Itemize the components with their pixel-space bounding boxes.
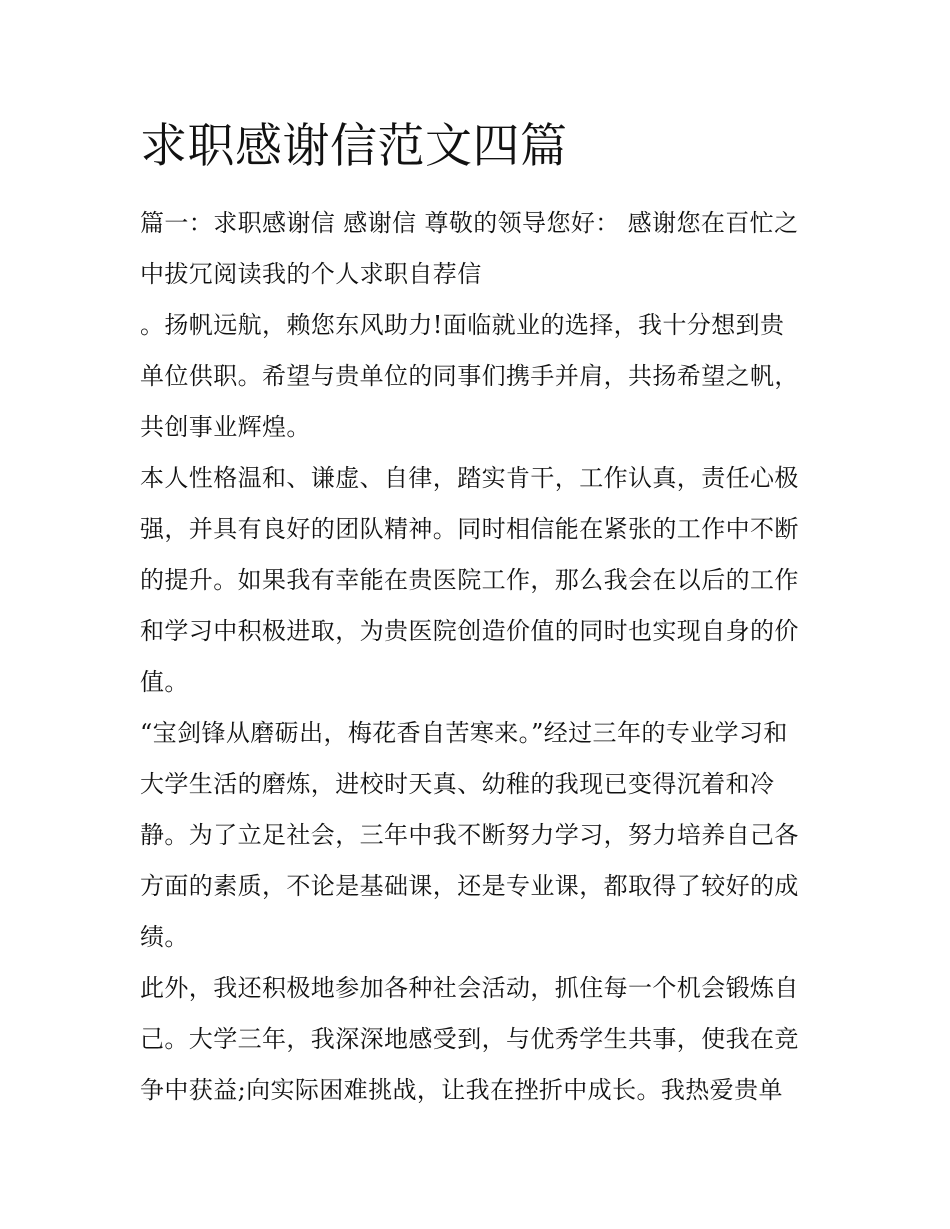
text-line: 静。为了立足社会，三年中我不断努力学习，努力培养自己各 — [140, 821, 799, 849]
text-line: 此外，我还积极地参加各种社会活动，抓住每一个机会锻炼自 — [140, 974, 799, 1002]
text-line: 争中获益;向实际困难挑战，让我在挫折中成长。我热爱贵单 — [140, 1076, 783, 1104]
text-line: 。扬帆远航，赖您东风助力!面临就业的选择，我十分想到贵 — [140, 311, 785, 339]
document-title: 求职感谢信范文四篇 — [140, 119, 568, 174]
text-line: 的提升。如果我有幸能在贵医院工作，那么我会在以后的工作 — [140, 566, 799, 594]
text-line: 和学习中积极进取，为贵医院创造价值的同时也实现自身的价 — [140, 617, 799, 645]
text-line: 本人性格温和、谦虚、自律，踏实肯干，工作认真，责任心极 — [140, 464, 799, 492]
text-line: 大学生活的磨炼，进校时天真、幼稚的我现已变得沉着和冷 — [140, 770, 775, 798]
text-line: 篇一：求职感谢信 感谢信 尊敬的领导您好： 感谢您在百忙之 — [140, 209, 799, 237]
text-line: “宝剑锋从磨砺出，梅花香自苦寒来。”经过三年的专业学习和 — [140, 719, 788, 747]
text-line: 中拔冗阅读我的个人求职自荐信 — [140, 260, 482, 288]
text-line: 值。 — [140, 668, 189, 696]
text-line: 己。大学三年，我深深地感受到，与优秀学生共事，使我在竞 — [140, 1025, 799, 1053]
text-line: 绩。 — [140, 923, 189, 951]
text-line: 单位供职。希望与贵单位的同事们携手并肩，共扬希望之帆， — [140, 362, 799, 390]
document-body — [140, 198, 815, 1116]
text-line: 强，并具有良好的团队精神。同时相信能在紧张的工作中不断 — [140, 515, 799, 543]
text-line: 共创事业辉煌。 — [140, 413, 311, 441]
text-line: 方面的素质，不论是基础课，还是专业课，都取得了较好的成 — [140, 872, 799, 900]
